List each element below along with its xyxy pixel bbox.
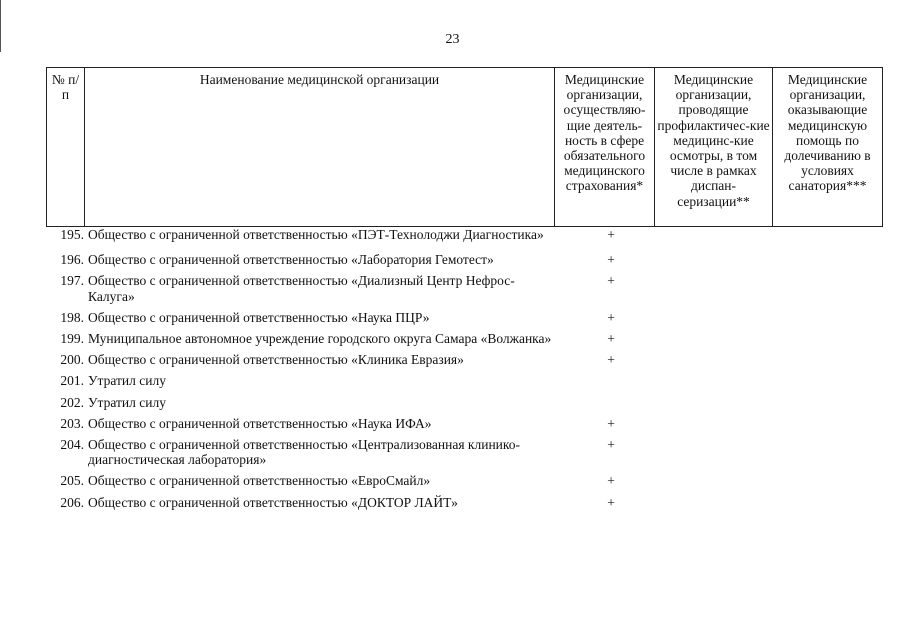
header-sanatorium: Медицинские организации, оказывающие медицинскую помощь по долечиванию в условиях санатория*** (773, 68, 883, 227)
row-organization-name: Общество с ограниченной ответственностью «Лаборатория Гемотест» (88, 252, 494, 268)
row-oms-mark (554, 395, 654, 410)
header-checkups: Медицинские организации, проводящие профилактичес-кие медицинс-кие осмотры, в том числе в рамках диспан-серизации** (655, 68, 773, 227)
row-number: 206. (60, 494, 84, 510)
page-number: 23 (445, 32, 460, 47)
row-oms-mark: + (607, 473, 615, 489)
row-number: 202. (60, 394, 84, 410)
row-number: 200. (60, 352, 84, 368)
row-oms-mark: + (607, 415, 615, 431)
header-num: № п/п (47, 68, 85, 227)
row-oms-mark (554, 373, 654, 388)
row-number: 199. (60, 331, 84, 347)
row-number: 201. (60, 373, 84, 389)
table-row (46, 373, 882, 388)
row-number: 205. (60, 473, 84, 489)
row-organization-name: Общество с ограниченной ответственностью «Наука ПЦР» (88, 309, 430, 325)
row-oms-mark: + (607, 494, 615, 510)
row-organization-name: Общество с ограниченной ответственностью «ПЭТ-Технолоджи Диагностика» (88, 227, 544, 242)
row-oms-mark: + (607, 273, 615, 289)
row-organization-name: Общество с ограниченной ответственностью «ЕвроСмайл» (88, 473, 431, 489)
row-organization-name: Утратил силу (88, 394, 166, 410)
table-row (46, 495, 882, 510)
row-number: 203. (60, 415, 84, 431)
row-number: 198. (60, 309, 84, 325)
row-organization-name: Общество с ограниченной ответственностью «ДОКТОР ЛАЙТ» (88, 494, 458, 510)
table-row (46, 473, 882, 488)
table-row (46, 395, 882, 410)
row-organization-name: Утратил силу (88, 373, 166, 389)
table-row (46, 437, 882, 467)
row-organization-name: Общество с ограниченной ответственностью «Централизованная клинико-диагностическая лаборатория» (88, 437, 521, 468)
table-row (46, 416, 882, 431)
table-row (46, 227, 882, 242)
row-oms-mark: + (607, 252, 615, 268)
row-number: 197. (60, 273, 84, 289)
table-row (46, 252, 882, 267)
header-name: Наименование медицинской организации (85, 68, 555, 227)
row-oms-mark: + (607, 227, 615, 242)
row-number: 204. (60, 437, 84, 453)
table-body (46, 227, 882, 510)
table-row (46, 352, 882, 367)
row-organization-name: Общество с ограниченной ответственностью «Наука ИФА» (88, 415, 432, 431)
row-number: 196. (60, 252, 84, 268)
row-oms-mark: + (607, 352, 615, 368)
row-organization-name: Общество с ограниченной ответственностью «Диализный Центр Нефрос-Калуга» (88, 273, 515, 304)
row-oms-mark: + (607, 331, 615, 347)
row-organization-name: Общество с ограниченной ответственностью «Клиника Евразия» (88, 352, 464, 368)
row-oms-mark: + (607, 437, 615, 453)
table-row (46, 310, 882, 325)
header-oms: Медицинские организации, осуществляю-щие деятель-ность в сфере обязательного медицинского страхования* (555, 68, 655, 227)
row-organization-name: Муниципальное автономное учреждение городского округа Самара «Волжанка» (88, 331, 552, 347)
table-header (46, 67, 883, 227)
table-row (46, 331, 882, 346)
row-oms-mark: + (607, 309, 615, 325)
row-number: 195. (60, 227, 84, 242)
table-row (46, 273, 882, 303)
